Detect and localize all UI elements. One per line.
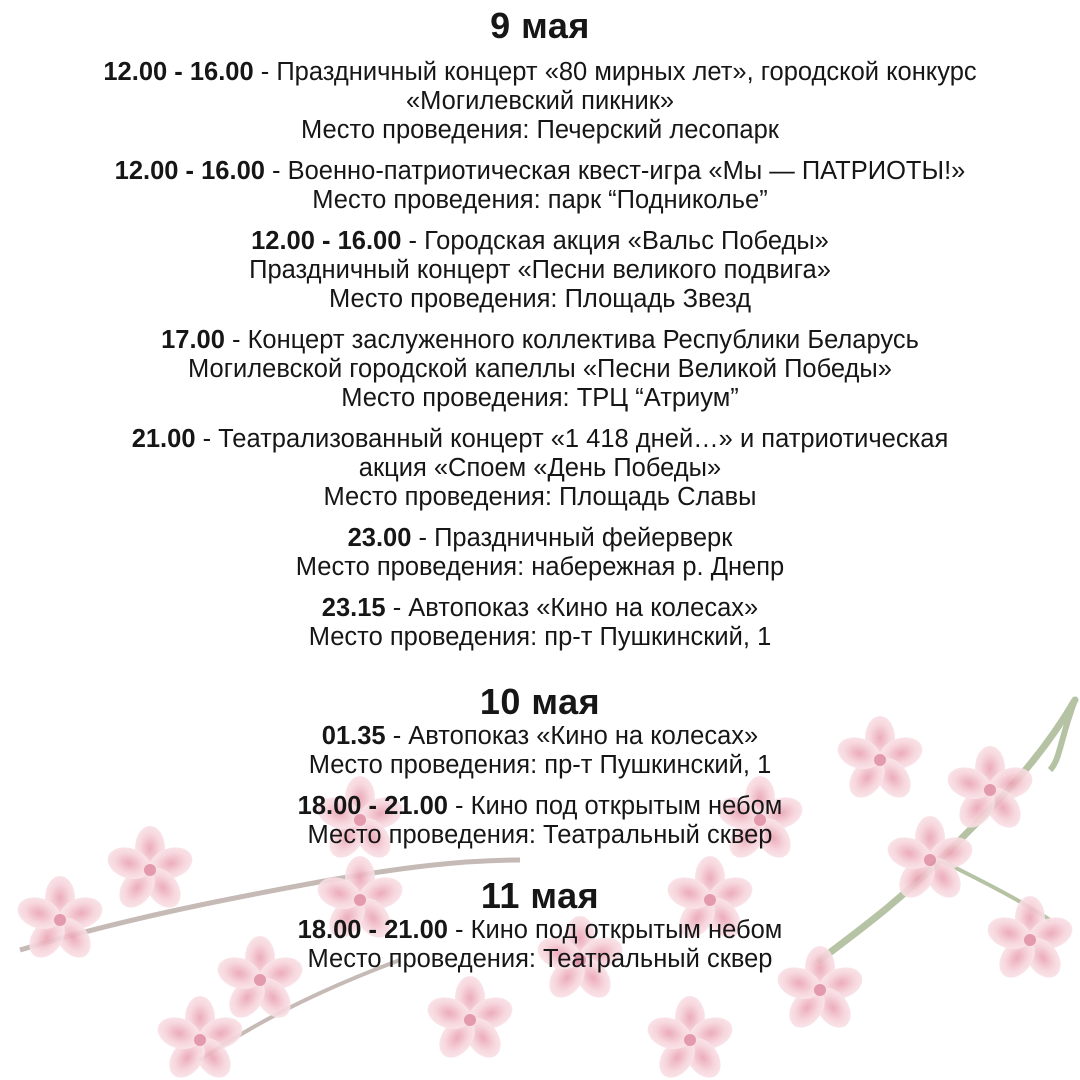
event-time: 23.00 [347,524,412,552]
event-time: 12.00 - 16.00 [114,157,265,185]
event-venue: Место проведения: пр-т Пушкинский, 1 [308,751,772,779]
event-item [0,792,1080,850]
event-venue: Место проведения: Театральный сквер [307,945,773,973]
event-item [0,722,1080,780]
event-time: 17.00 [161,326,225,354]
event-venue: Место проведения: Площадь Славы [323,483,757,511]
event-item [0,594,1080,652]
event-item [0,157,1080,215]
event-time: 18.00 - 21.00 [297,792,448,820]
event-description-line: «Могилевский пикник» [405,87,675,115]
event-description: - Концерт заслуженного коллектива Республики Беларусь [224,326,919,354]
event-item [0,227,1080,314]
event-venue: Место проведения: набережная р. Днепр [295,553,785,581]
event-description: - Городская акция «Вальс Победы» [401,227,829,255]
event-description: - Автопоказ «Кино на колесах» [385,722,759,750]
day-heading: 9 мая [490,5,590,46]
event-description: - Театрализованный концерт «1 418 дней…» и патриотическая [195,425,949,453]
event-description: - Автопоказ «Кино на колесах» [385,594,759,622]
event-description-line: Праздничный концерт «Песни великого подвига» [249,256,831,284]
event-venue: Место проведения: Театральный сквер [307,821,773,849]
event-item [0,58,1080,145]
event-description: - Праздничный концерт «80 мирных лет», городской конкурс [253,58,977,86]
event-description: - Военно-патриотическая квест-игра «Мы — ПАТРИОТЫ!» [264,157,966,185]
event-description-line: Могилевской городской капеллы «Песни Великой Победы» [188,355,892,383]
event-venue: Место проведения: ТРЦ “Атриум” [341,384,739,412]
event-venue: Место проведения: Площадь Звезд [329,285,751,313]
day-heading: 11 мая [480,875,600,916]
event-item [0,524,1080,582]
event-venue: Место проведения: пр-т Пушкинский, 1 [308,623,772,651]
event-time: 01.35 [321,722,386,750]
event-item [0,326,1080,413]
event-venue: Место проведения: Печерский лесопарк [301,116,779,144]
event-time: 12.00 - 16.00 [103,58,254,86]
event-description: - Кино под открытым небом [447,916,783,944]
event-time: 18.00 - 21.00 [297,916,448,944]
event-time: 21.00 [131,425,196,453]
event-item [0,425,1080,512]
event-item [0,916,1080,974]
event-description-line: акция «Споем «День Победы» [358,454,722,482]
event-description: - Кино под открытым небом [447,792,783,820]
event-description: - Праздничный фейерверк [411,524,733,552]
event-venue: Место проведения: парк “Подниколье” [312,186,768,214]
day-heading: 10 мая [479,681,601,722]
event-time: 23.15 [321,594,386,622]
event-time: 12.00 - 16.00 [251,227,402,255]
